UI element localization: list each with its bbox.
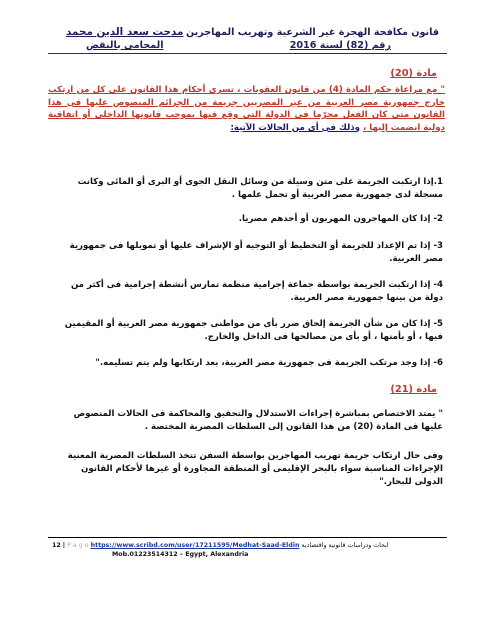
author-header — [66, 26, 183, 52]
scribd-link[interactable]: https://www.scribd.com/user/17211595/Medhat-Saad-Eldin — [90, 542, 300, 549]
article-21-heading: مادة (21) — [390, 384, 437, 395]
article-20-item-4: 4- إذا ارتكبت الجريمة بواسطة جماعة إجرامية منظمة تمارس أنشطة إجرامية فى أكثر من دولة من بينها جمهورية مصر العربية. — [70, 280, 443, 303]
author-role: المحامى بالنقض — [85, 40, 164, 51]
page-number: 12 — [52, 542, 61, 549]
law-number: رقم (82) لسنة 2016 — [289, 40, 391, 51]
article-20-intro-red: " مع مراعاة حكم المادة (4) من قانون العقوبات ، تسرى أحكام هذا القانون على كل من ارتكب خارج جمهورية مصر العربية من غير المصريين جريمة من الجرائم المنصوص عليها فى هذا القانون متى كان الفعل مجرّما فى الدولة التى وقع فيها بموجب قانونها الداخلى أو اتفاقية دولية انضمت إليها ، — [48, 85, 445, 133]
footer-divider — [48, 537, 447, 538]
header-divider — [48, 53, 447, 54]
footer-arabic-note: ابحاث ودراسات قانونية واقتصادية — [301, 542, 389, 549]
article-20-intro-blue: وذلك فى أى من الحالات الآتية: — [230, 122, 360, 133]
article-20-item-3: 3- إذا تم الإعداد للجريمة أو التخطيط أو التوجيه أو الإشراف عليها أو تمويلها فى جمهورية مصر العربية. — [69, 241, 443, 264]
author-name: مدحت سعد الدين محمد — [66, 26, 184, 38]
article-20-intro — [48, 84, 445, 134]
footer-mobile: Mob.01223514312 – Egypt, Alexandria — [112, 551, 249, 558]
page-footer — [52, 541, 447, 559]
article-20-heading: مادة (20) — [390, 68, 437, 79]
article-20-item-2: 2- إذا كان المهاجرون المهربون أو أحدهم مصريا. — [238, 214, 443, 224]
law-title: قانون مكافحة الهجرة غير الشرعية وتهريب المهاجرين — [186, 27, 439, 38]
footer-separator: | — [62, 542, 66, 549]
page-label: P a g e — [67, 542, 89, 549]
article-20-item-5: 5- إذا كان من شأن الجريمة إلحاق ضرر بأى من مواطنى جمهورية مصر العربية أو المقيمين فيها ، أو بأمنها ، أو بأى من مصالحها فى الداخل والخارج. — [64, 319, 443, 342]
law-header — [186, 26, 439, 52]
article-20-item-6: 6- إذا وجد مرتكب الجريمة فى جمهورية مصر العربية، بعد ارتكابها ولم يتم تسليمه." — [95, 358, 443, 368]
article-21-paragraph-1: " يمتد الاختصاص بمباشرة إجراءات الاستدلال والتحقيق والمحاكمة فى الحالات المنصوص عليها فى المادة (20) من هذا القانون إلى السلطات المصرية المختصة . — [73, 409, 443, 432]
article-20-item-1: 1.إذا ارتكبت الجريمة على متن وسيلة من وسائل النقل الجوى أو البرى أو المائى وكانت مسجلة لدى جمهورية مصر العربية أو تحمل علمها . — [77, 177, 443, 200]
article-21-paragraph-2: وفى حال ارتكاب جريمة تهريب المهاجرين بواسطة السفن تتخذ السلطات المصرية المعنية الإجراءات المناسبة سواء بالبحر الإقليمى أو المنطقة المجاورة أو غيرها لأحكام القانون الدولى للبحار." — [67, 451, 443, 487]
